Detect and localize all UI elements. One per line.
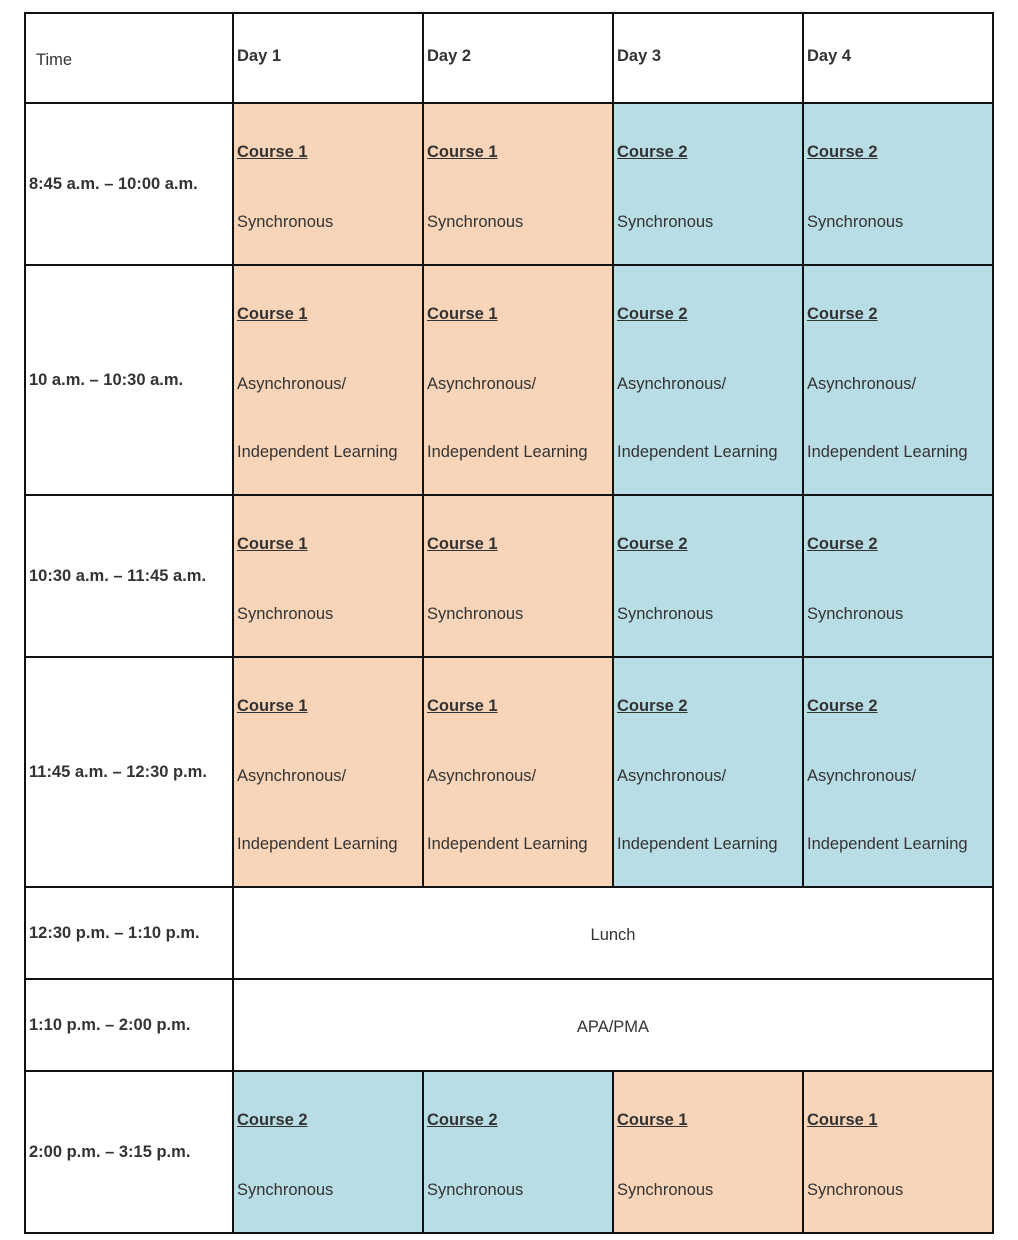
delivery-mode: Asynchronous/ (427, 766, 537, 785)
delivery-mode-detail: Independent Learning (807, 442, 968, 461)
time-slot: 1:10 p.m. – 2:00 p.m. (25, 979, 233, 1071)
time-slot: 8:45 a.m. – 10:00 a.m. (25, 103, 233, 265)
delivery-mode: Synchronous (807, 1180, 904, 1199)
course-cell (423, 657, 613, 887)
course-name: Course 1 (617, 1110, 688, 1129)
course-name: Course 2 (617, 534, 688, 553)
course-name: Course 1 (427, 304, 498, 323)
delivery-mode-detail: Independent Learning (617, 442, 778, 461)
delivery-mode: Asynchronous/ (807, 374, 917, 393)
course-cell (613, 103, 803, 265)
delivery-mode: Synchronous (617, 604, 714, 623)
table-row (25, 103, 993, 265)
delivery-mode: Asynchronous/ (617, 374, 727, 393)
course-name: Course 2 (427, 1110, 498, 1129)
delivery-mode: Synchronous (617, 1180, 714, 1199)
delivery-mode: Synchronous (237, 604, 334, 623)
delivery-mode-detail: Independent Learning (807, 834, 968, 853)
course-cell (233, 1071, 423, 1233)
time-slot: 10:30 a.m. – 11:45 a.m. (25, 495, 233, 657)
day-1-header: Day 1 (233, 13, 423, 103)
delivery-mode: Synchronous (807, 604, 904, 623)
course-name: Course 2 (237, 1110, 308, 1129)
course-name: Course 2 (807, 304, 878, 323)
table-row (25, 979, 993, 1071)
schedule-table (24, 12, 994, 1234)
day-3-header: Day 3 (613, 13, 803, 103)
time-slot: 11:45 a.m. – 12:30 p.m. (25, 657, 233, 887)
course-cell (613, 1071, 803, 1233)
course-name: Course 2 (807, 534, 878, 553)
course-name: Course 1 (427, 534, 498, 553)
course-cell (803, 1071, 993, 1233)
course-name: Course 2 (807, 696, 878, 715)
time-slot: 10 a.m. – 10:30 a.m. (25, 265, 233, 495)
delivery-mode: Synchronous (807, 212, 904, 231)
course-cell (613, 495, 803, 657)
delivery-mode-detail: Independent Learning (427, 834, 588, 853)
delivery-mode: Synchronous (427, 212, 524, 231)
course-cell (423, 103, 613, 265)
table-row (25, 265, 993, 495)
delivery-mode: Asynchronous/ (807, 766, 917, 785)
course-name: Course 1 (237, 142, 308, 161)
time-slot: 12:30 p.m. – 1:10 p.m. (25, 887, 233, 979)
delivery-mode-detail: Independent Learning (237, 834, 398, 853)
course-name: Course 2 (807, 142, 878, 161)
course-name: Course 1 (427, 142, 498, 161)
day-4-header: Day 4 (803, 13, 993, 103)
delivery-mode: Asynchronous/ (237, 766, 347, 785)
course-cell (233, 657, 423, 887)
apa-pma-cell: APA/PMA (233, 979, 993, 1071)
table-row (25, 495, 993, 657)
delivery-mode: Synchronous (617, 212, 714, 231)
day-2-header: Day 2 (423, 13, 613, 103)
delivery-mode-detail: Independent Learning (427, 442, 588, 461)
course-cell (233, 265, 423, 495)
delivery-mode: Asynchronous/ (617, 766, 727, 785)
course-cell (233, 103, 423, 265)
course-cell (803, 103, 993, 265)
course-name: Course 1 (807, 1110, 878, 1129)
table-row (25, 887, 993, 979)
delivery-mode: Synchronous (427, 604, 524, 623)
delivery-mode-detail: Independent Learning (237, 442, 398, 461)
course-cell (613, 265, 803, 495)
course-cell (233, 495, 423, 657)
header-row (25, 13, 993, 103)
delivery-mode: Synchronous (237, 1180, 334, 1199)
time-column-header: Time (25, 13, 233, 103)
course-cell (803, 265, 993, 495)
delivery-mode-detail: Independent Learning (617, 834, 778, 853)
delivery-mode: Synchronous (427, 1180, 524, 1199)
time-slot: 2:00 p.m. – 3:15 p.m. (25, 1071, 233, 1233)
course-name: Course 1 (237, 534, 308, 553)
course-name: Course 1 (237, 696, 308, 715)
course-cell (423, 495, 613, 657)
course-name: Course 2 (617, 304, 688, 323)
table-row (25, 657, 993, 887)
delivery-mode: Asynchronous/ (237, 374, 347, 393)
course-name: Course 1 (427, 696, 498, 715)
course-cell (803, 495, 993, 657)
delivery-mode: Synchronous (237, 212, 334, 231)
course-cell (613, 657, 803, 887)
delivery-mode: Asynchronous/ (427, 374, 537, 393)
course-name: Course 2 (617, 142, 688, 161)
lunch-cell: Lunch (233, 887, 993, 979)
course-name: Course 1 (237, 304, 308, 323)
table-row (25, 1071, 993, 1233)
course-name: Course 2 (617, 696, 688, 715)
course-cell (423, 1071, 613, 1233)
course-cell (803, 657, 993, 887)
course-cell (423, 265, 613, 495)
